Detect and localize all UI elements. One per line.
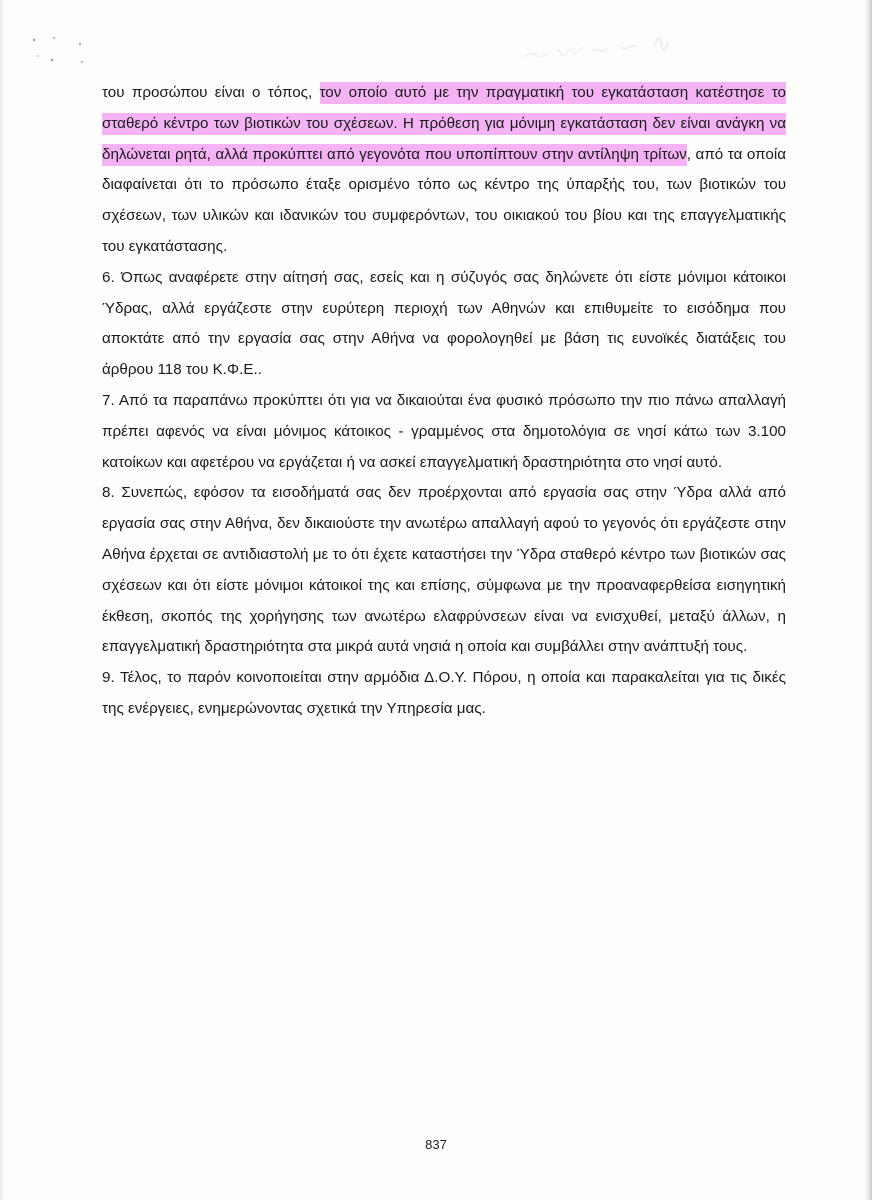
paragraph-text: 8. Συνεπώς, εφόσον τα εισοδήματά σας δεν προέρχονται από εργασία σας στην Ύδρα αλλά από εργασία σας στην Αθήνα, δεν δικαιούστε την ανωτέρω απαλλαγή αφού το γεγονός ότι εργάζεστε στην Αθήνα έρχεται σε αντιδιαστολή με το ότι έχετε καταστήσει την Ύδρα σταθερό κέντρο των βιοτικών σας σχέσεων και ότι είστε μόνιμοι κάτοικοί της και επίσης, σύμφωνα με την προαναφερθείσα εισηγητική έκθεση, σκοπός της χορήγησης των ανωτέρω ελαφρύνσεων είναι να ενισχυθεί, μεταξύ άλλων, η επαγγελματική δραστηριότητα στα μικρά αυτά νησιά η οποία και συμβάλλει στην ανάπτυξή τους. [102,484,786,656]
paragraph [102,478,786,663]
paragraph-text: του προσώπου είναι ο τόπος, [102,84,320,101]
paragraph-text: 7. Από τα παραπάνω προκύπτει ότι για να δικαιούται ένα φυσικό πρόσωπο την πιο πάνω απαλλαγή πρέπει αφενός να είναι μόνιμος κάτοικος - γραμμένος στα δημοτολόγια σε νησί κάτω των 3.100 κατοίκων και αφετέρου να εργάζεται ή να ασκεί επαγγελματική δραστηριότητα στο νησί αυτό. [102,391,786,471]
paragraph [102,386,786,478]
paragraph-text: , από τα οποία διαφαίνεται ότι το πρόσωπο έταξε ορισμένο τόπο ως κέντρο της ύπαρξής του, των βιοτικών του σχέσεων, των υλικών και ιδανικών του συμφερόντων, του οικιακού του βίου και της επαγγελματικής του εγκατάστασης. [102,145,786,255]
scan-speckle-marks [28,30,88,70]
page-left-edge [0,0,3,1200]
page-right-edge-shadow [864,0,872,1200]
page-number: 837 [425,1137,447,1152]
paragraph-text: 9. Τέλος, το παρόν κοινοποιείται στην αρμόδια Δ.Ο.Υ. Πόρου, η οποία και παρακαλείται για τις δικές της ενέργειες, ενημερώνοντας σχετικά την Υπηρεσία μας. [102,669,786,717]
show-through-handwriting: 〜 〰 ∼ ∽ ∿ [519,28,672,74]
document-body [102,78,786,725]
paragraph-text: 6. Όπως αναφέρετε στην αίτησή σας, εσείς και η σύζυγός σας δηλώνετε ότι είστε μόνιμοι κάτοικοι Ύδρας, αλλά εργάζεστε στην ευρύτερη περιοχή των Αθηνών και επιθυμείτε το εισόδημα που αποκτάτε από την εργασία σας στην Αθήνα να φορολογηθεί με βάση τις ευνοϊκές διατάξεις του άρθρου 118 του Κ.Φ.Ε.. [102,268,786,379]
paragraph [102,663,786,725]
paragraph [102,263,786,386]
paragraph [102,78,786,263]
highlighted-text: τον οποίο αυτό με την πραγματική του εγκατάσταση κατέστησε το σταθερό κέντρο των βιοτικών του σχέσεων. Η πρόθεση για μόνιμη εγκατάσταση δεν είναι ανάγκη να δηλώνεται ρητά, αλλά προκύπτει από γεγονότα που υποπίπτουν στην αντίληψη τρίτων [102,82,786,166]
